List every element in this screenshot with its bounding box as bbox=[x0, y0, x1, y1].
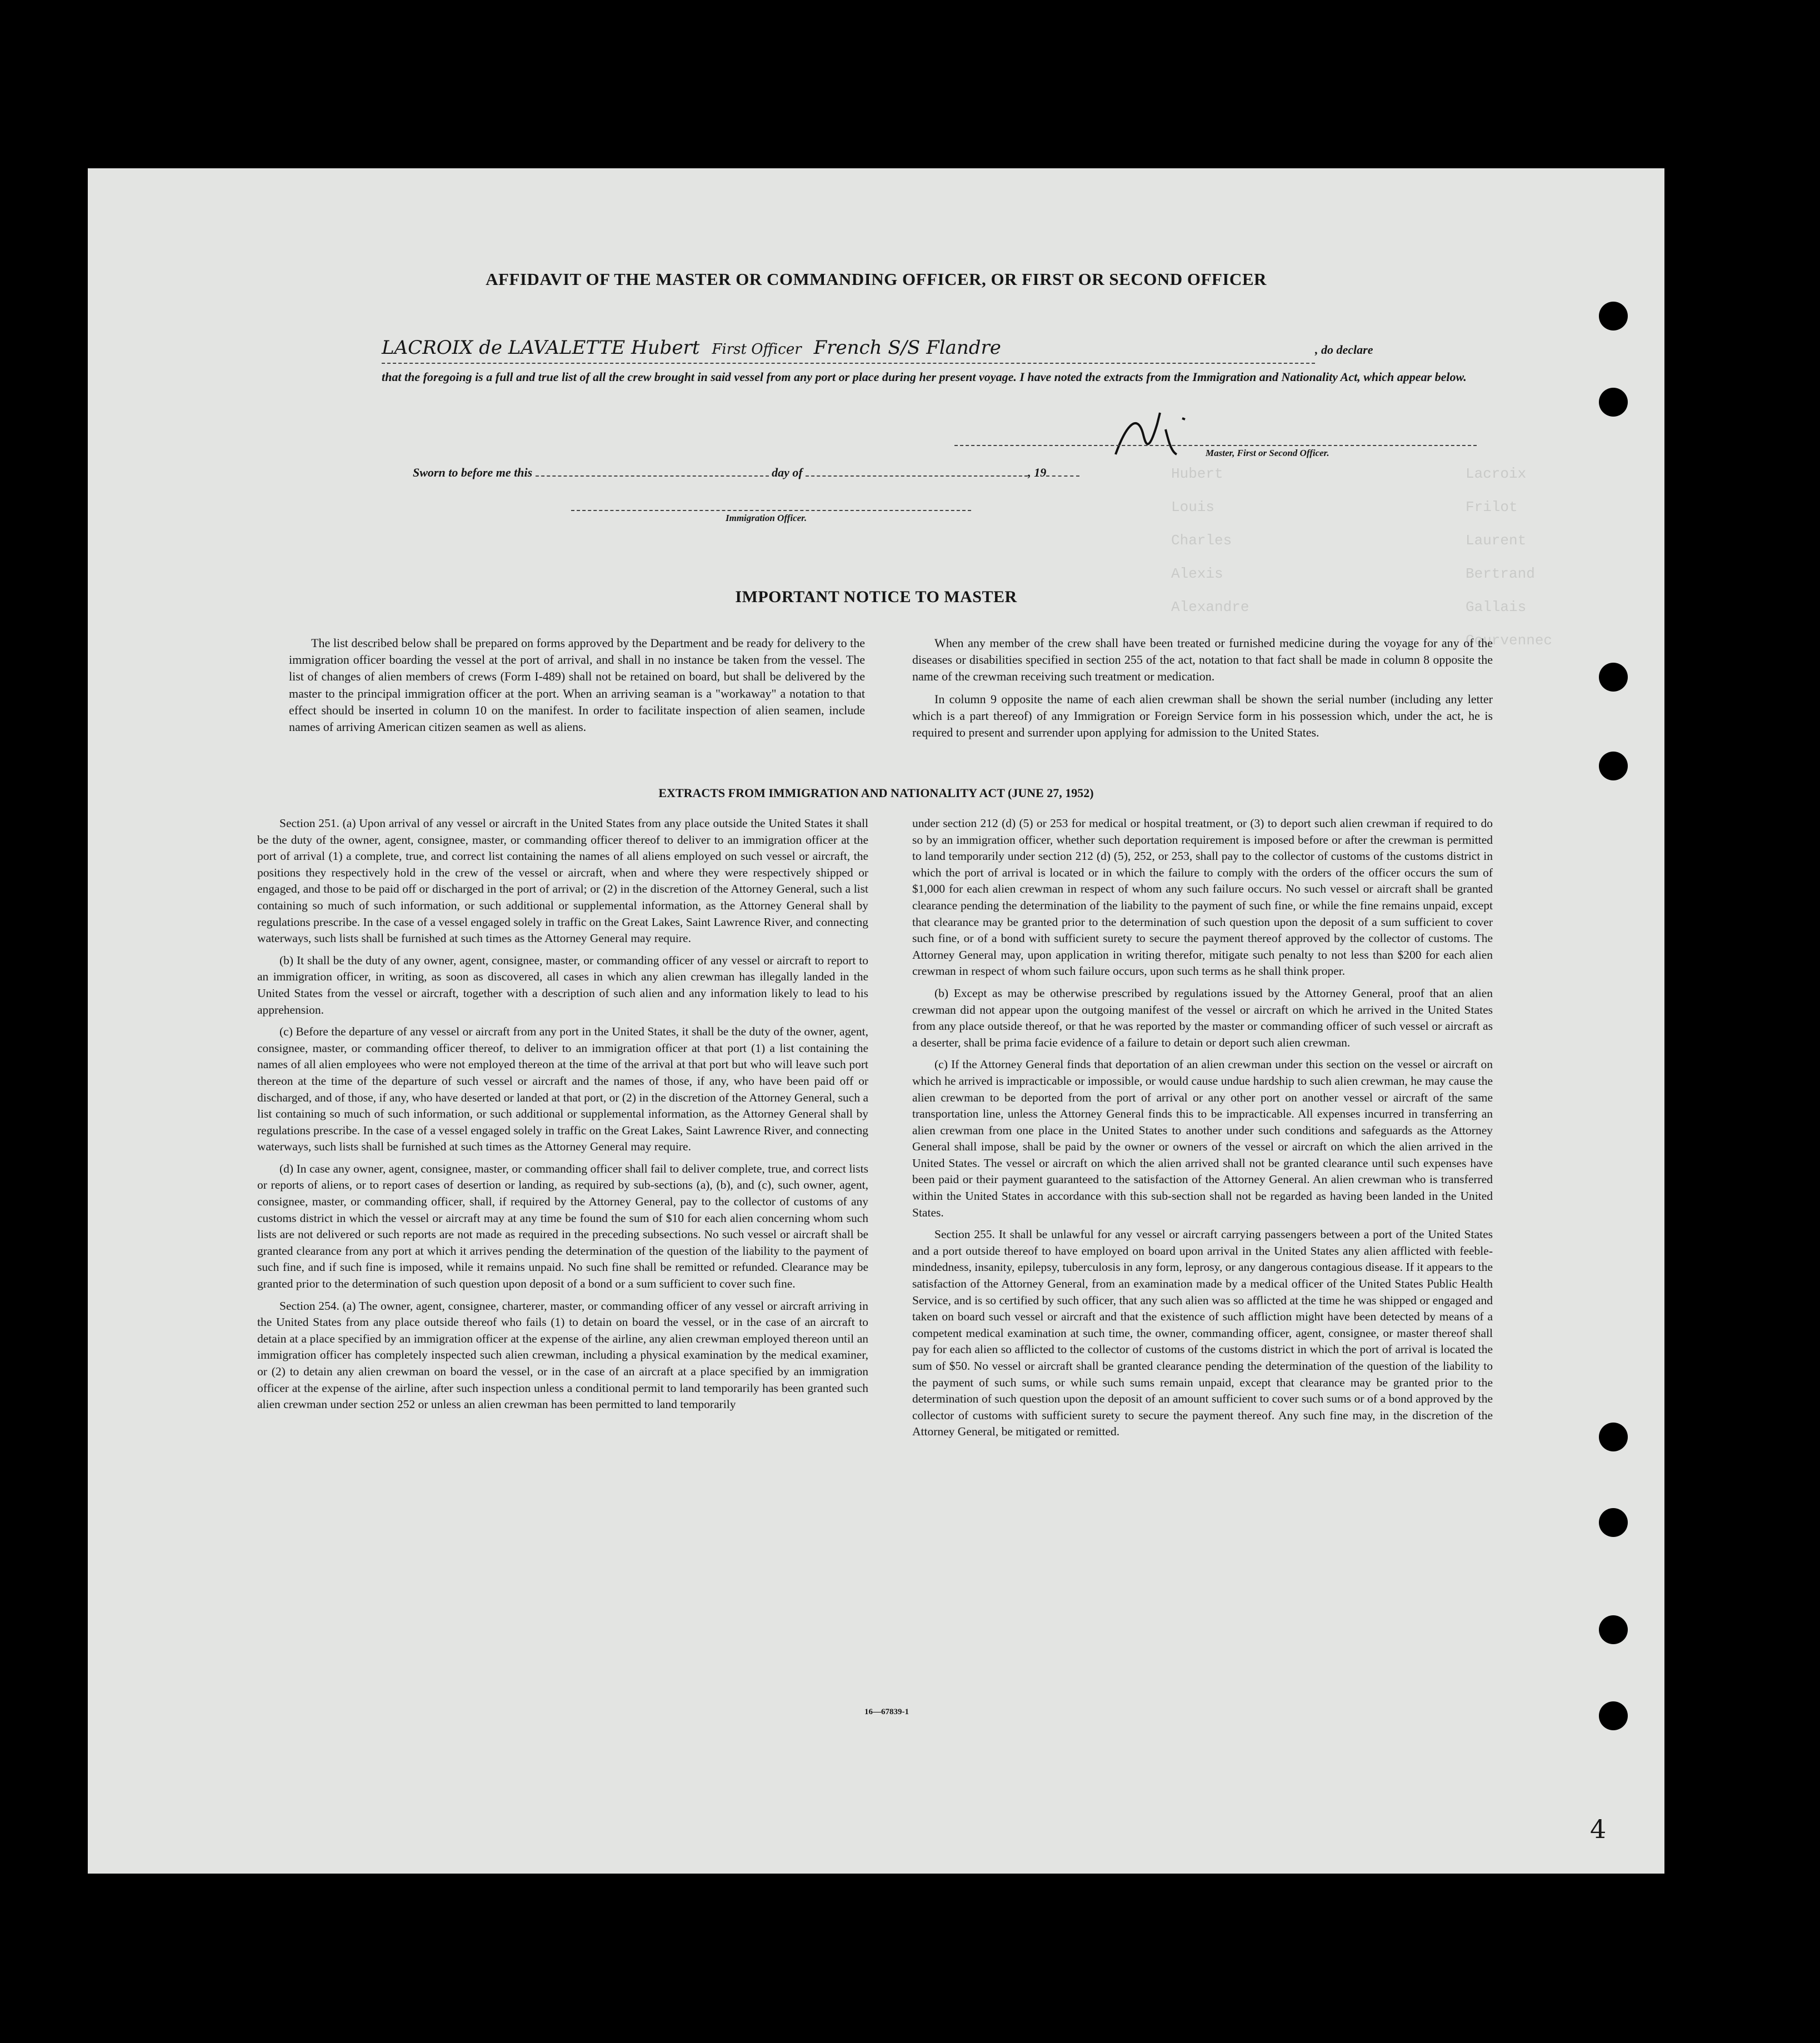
extracts-left-column bbox=[257, 815, 868, 1419]
extracts-right-column bbox=[912, 815, 1493, 1446]
sworn-text: Sworn to before me this bbox=[413, 465, 533, 479]
extract-paragraph: (c) If the Attorney General finds that deportation of an alien crewman under this section on the vessel or aircraft on which he arrived is impracticable or impossible, or would cause undue hardship to such alien crewman, he may cause the alien crewman to be deported from the port of arrival or any other port on another vessel or aircraft of the same transportation line, unless the Attorney General finds this to be impracticable. All expenses incurred in transferring an alien crewman from one place in the United States to another under such conditions and safeguards as the Attorney General shall impose, shall be paid by the owner or owners of the vessel or aircraft on which the alien arrived in the United States. The vessel or aircraft on which the alien arrived shall not be granted clearance until such expenses have been paid or their payment guaranteed to the satisfaction of the Attorney General. An alien crewman who is transferred within the United States in accordance with this sub-section shall not be regarded as having been landed in the United States. bbox=[912, 1058, 1493, 1219]
signature-label: Master, First or Second Officer. bbox=[1206, 448, 1329, 458]
handwritten-page-mark: 4 bbox=[1590, 1814, 1607, 1844]
bleed-through-text: Hubert Louis Charles Alexis Alexandre bbox=[1171, 465, 1249, 615]
year-text: , 19 bbox=[1028, 465, 1047, 479]
extract-paragraph: Section 254. (a) The owner, agent, consignee, charterer, master, or commanding officer of any vessel or aircraft arriving in the United States from any place outside thereof who fails (1) to detain on board the vessel, or in the case of an aircraft to detain at a place specified by an immigration officer at the expense of the airline, any alien crewman employed thereon until an immigration officer has completely inspected such alien crewman, including a physical examination by the medical examiner, or (2) to detain any alien crewman on board the vessel, or in the case of an aircraft at a place specified by an immigration officer at the expense of the airline, after such inspection unless a conditional permit to land temporarily has been granted such alien crewman under section 252 or unless an alien crewman has been permitted to land temporarily bbox=[257, 1299, 868, 1411]
notice-left-paragraph: The list described below shall be prepared on forms approved by the Department and be ready for delivery to the immigration officer boarding the vessel at the port of arrival, and shall in no instance be taken from the vessel. The list of changes of alien members of crews (Form I-489) shall not be retained on board, but shall be delivered by the master to the principal immigration officer at the port. When an arriving seaman is a "workaway" a notation to that effect should be inserted in column 10 on the manifest. In order to facilitate inspection of alien seamen, include names of arriving American citizen seamen as well as aliens. bbox=[289, 636, 865, 734]
binder-hole bbox=[1599, 752, 1628, 780]
form-number: 16—67839-1 bbox=[864, 1707, 909, 1716]
sworn-line bbox=[413, 465, 1079, 480]
do-declare-text: , do declare bbox=[1315, 343, 1373, 357]
handwritten-name: LACROIX de LAVALETTE Hubert bbox=[382, 337, 700, 359]
signature-line bbox=[954, 445, 1477, 446]
bleed-through-text: Lacroix Frilot Laurent Bertrand Gallais Gourvennec bbox=[1466, 465, 1553, 649]
notice-right-paragraph-1: When any member of the crew shall have been treated or furnished medicine during the voyage for any of the diseases or disabilities specified in section 255 of the act, notation to that fact shall be made in column 8 opposite the name of the crewman receiving such treatment or medication. bbox=[912, 636, 1493, 684]
handwritten-rank: First Officer bbox=[712, 341, 802, 358]
binder-hole bbox=[1599, 1508, 1628, 1537]
extract-paragraph: Section 255. It shall be unlawful for any vessel or aircraft carrying passengers between a port of the United States and a port outside thereof to have employed on board upon arrival in the United States any alien afflicted with feeble-mindedness, insanity, epilepsy, tuberculosis in any form, leprosy, or any dangerous contagious disease. If it appears to the satisfaction of the Attorney General, from an examination made by a medical officer of the United States Public Health Service, and is so certified by such officer, that any such alien was so afflicted at the time he was shipped or engaged and taken on board such vessel or aircraft and that the existence of such affliction might have been detected by means of a competent medical examination at such time, the owner, commanding officer, agent, consignee, or master thereof shall pay for each alien so afflicted to the collector of customs of the customs district in which the port of arrival is located the sum of $50. No vessel or aircraft shall be granted clearance pending the determination of the question of the liability to the payment of such sums, or while such sums remain unpaid, except that clearance may be granted prior to the determination of such question upon the deposit of an amount sufficient to cover such sums or of a bond approved by the collector of customs with sufficient surety to secure the payment thereof. Any such fine may, in the discretion of the Attorney General, be mitigated or remitted. bbox=[912, 1228, 1493, 1439]
notice-title: IMPORTANT NOTICE TO MASTER bbox=[735, 588, 1017, 606]
extract-paragraph: Section 251. (a) Upon arrival of any vessel or aircraft in the United States from any place outside the United States it shall be the duty of the owner, agent, consignee, master, or commanding officer thereof to deliver to an immigration officer at the port of arrival (1) a complete, true, and correct list containing the names of all aliens employed on such vessel or aircraft, the positions they respectively hold in the crew of the vessel or aircraft, when and where they were respectively shipped or engaged, and those to be paid off or discharged in the port of arrival; or (2) in the discretion of the Attorney General, such a list containing so much of such information, or such additional or supplemental information, as the Attorney General shall by regulations prescribe. In the case of a vessel engaged solely in traffic on the Great Lakes, Saint Lawrence River, and connecting waterways, such lists shall be furnished at such times as the Attorney General may require. bbox=[257, 817, 868, 945]
notice-left-column bbox=[289, 635, 865, 741]
affidavit-body: that the foregoing is a full and true list of all the crew brought in said vessel from any port or place during her present voyage. I have noted the extracts from the Immigration and Nationality Act, which appear below. bbox=[382, 370, 1467, 384]
binder-hole bbox=[1599, 663, 1628, 692]
binder-hole bbox=[1599, 388, 1628, 417]
binder-hole bbox=[1599, 1423, 1628, 1451]
notice-right-paragraph-2: In column 9 opposite the name of each alien crewman shall be shown the serial number (including any letter which is a part thereof) of any Immigration or Foreign Service form in his possession which, under the act, he is required to present and surrender upon applying for admission to the United States. bbox=[912, 692, 1493, 740]
extract-paragraph: under section 212 (d) (5) or 253 for medical or hospital treatment, or (3) to deport such alien crewman if required to do so by an immigration officer, whether such deportation requirement is imposed before or after the crewman is permitted to land temporarily under section 212 (d) (5), 252, or 253, shall pay to the collector of customs of the customs district in which the port of arrival is located or in which the failure to comply with the orders of the officer occurs the sum of $1,000 for each alien crewman in respect of whom any such failure occurs. No such vessel or aircraft shall be granted clearance pending the determination of the liability to the payment of such fine, or while the fine remains unpaid, except that clearance may be granted prior to the determination of such question upon the deposit of a sum sufficient to cover such fine, or of a bond with sufficient surety to secure the payment thereof approved by the collector of customs. The Attorney General may, upon application in writing therefor, mitigate such penalty to not less than $200 for each alien crewman in respect of whom such failure occurs, upon such terms as he shall think proper. bbox=[912, 817, 1493, 978]
extract-paragraph: (b) It shall be the duty of any owner, agent, consignee, master, or commanding officer of any vessel or aircraft to report to an immigration officer, in writing, as soon as discovered, all cases in which any alien crewman has illegally landed in the United States from the vessel or aircraft, together with a description of such alien and any information likely to lead to his apprehension. bbox=[257, 953, 868, 1017]
handwritten-vessel: French S/S Flandre bbox=[813, 337, 1001, 359]
affidavit-title: AFFIDAVIT OF THE MASTER OR COMMANDING OFFICER, OR FIRST OR SECOND OFFICER bbox=[486, 269, 1267, 289]
immigration-officer-line bbox=[571, 510, 971, 511]
extracts-title: EXTRACTS FROM IMMIGRATION AND NATIONALITY ACT (JUNE 27, 1952) bbox=[658, 786, 1094, 800]
extract-paragraph: (d) In case any owner, agent, consignee, master, or commanding officer shall fail to deliver complete, true, and correct lists or reports of aliens, or to report cases of desertion or landing, as required by sub-sections (a), (b), and (c), such owner, agent, consignee, master, or commanding officer, shall, if required by the Attorney General, pay to the collector of customs of any customs district in which the vessel or aircraft may at any time be found the sum of $10 for each alien concerning whom such lists are not delivered or such reports are not made as required in the preceding subsections. No such vessel or aircraft shall be granted clearance from any port at which it arrives pending the determination of the question of the liability to the payment of such fine, and if such fine is imposed, while it remains unpaid. No such fine shall be remitted or refunded. Clearance may be granted prior to the determination of such question upon deposit of a bond or a sum sufficient to cover such fine. bbox=[257, 1161, 868, 1291]
signature bbox=[1104, 402, 1204, 463]
extract-paragraph: (b) Except as may be otherwise prescribed by regulations issued by the Attorney General, proof that an alien crewman did not appear upon the outgoing manifest of the vessel or aircraft on which he arrived in the United States from any place outside thereof, or that he was reported by the master or commanding officer of such vessel or aircraft as a deserter, shall be prima facie evidence of a failure to detain or deport such alien crewman. bbox=[912, 986, 1493, 1049]
immigration-officer-label: Immigration Officer. bbox=[726, 513, 807, 523]
affidavit-declaration bbox=[382, 335, 1478, 390]
binder-hole bbox=[1599, 1701, 1628, 1730]
binder-hole bbox=[1599, 302, 1628, 331]
extract-paragraph: (c) Before the departure of any vessel or aircraft from any port in the United States, it shall be the duty of the owner, agent, consignee, master, or commanding officer thereof, to deliver to an immigration officer at that port (1) a list containing the names of all alien employees who were not employed thereon at the time of the arrival at that port but who will leave such port thereon at the time of the departure of such vessel or aircraft and the names of those, if any, who have been paid off or discharged, and of those, if any, who have deserted or landed at that port, or (2) in the discretion of the Attorney General, such a list containing so much of such information, or such additional or supplemental information, as the Attorney General shall by regulations prescribe. In the case of a vessel engaged solely in traffic on the Great Lakes, Saint Lawrence River, and connecting waterways, such lists shall be furnished at such times as the Attorney General may require. bbox=[257, 1025, 868, 1154]
day-of-text: day of bbox=[772, 465, 803, 479]
document-page bbox=[88, 168, 1664, 1874]
binder-hole bbox=[1599, 1615, 1628, 1644]
notice-right-column bbox=[912, 635, 1493, 747]
